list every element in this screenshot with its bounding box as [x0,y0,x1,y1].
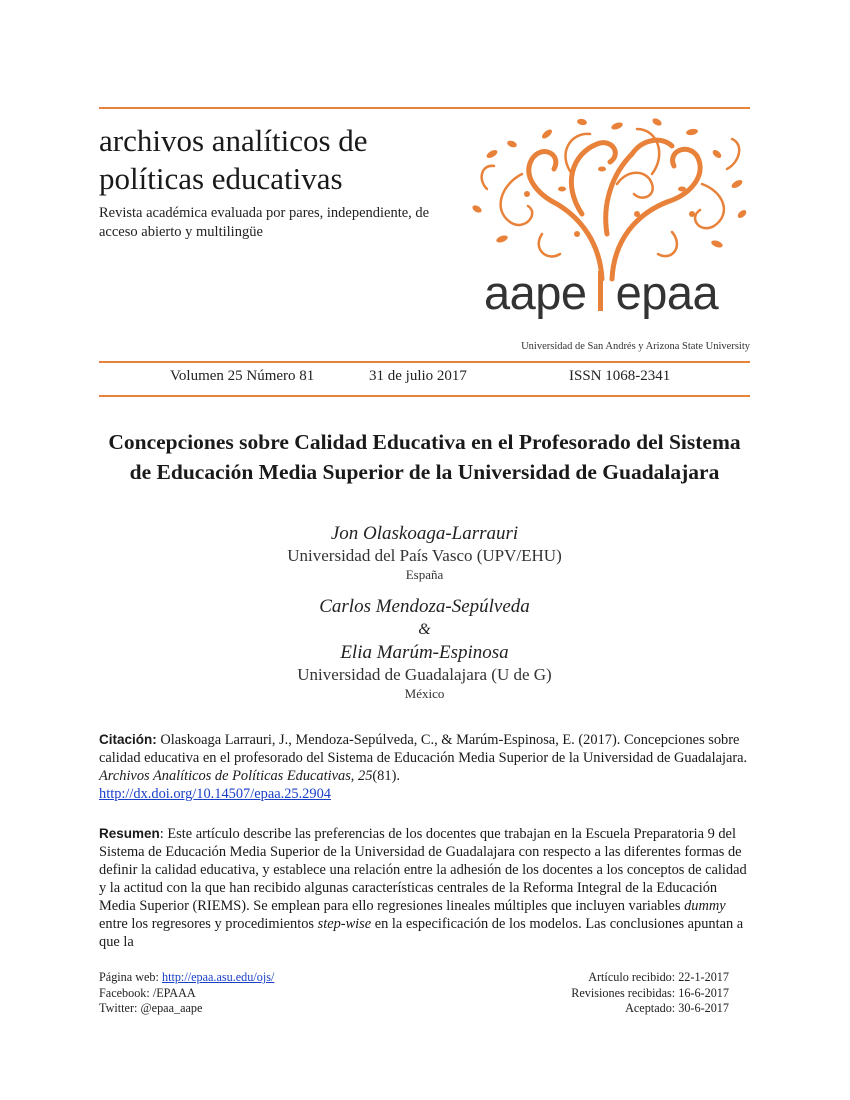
citation-label: Citación: [99,732,157,747]
journal-title: archivos analíticos de políticas educativas [99,123,368,196]
footer-accepted: Aceptado: 30-6-2017 [625,1001,729,1015]
citation-text: Olaskoaga Larrauri, J., Mendoza-Sepúlveda, C., & Marúm-Espinosa, E. (2017). Concepciones sobre calidad educativa en el profesorado del Sistema de Educación Media Superior de la Universidad de Guadalajara. [99,732,748,766]
abstract-text-3: en la especificación de los modelos. Las conclusiones apuntan a que la [99,916,744,950]
footer-revised: Revisiones recibidas: 16-6-2017 [571,985,729,1000]
footer-dates [571,970,729,1017]
citation-journal: Archivos Analíticos de Políticas Educativas [99,768,351,784]
logo-divider [598,271,603,311]
abstract-label: Resumen [99,826,160,841]
author-1-country: España [405,567,444,582]
abstract-text-1: : Este artículo describe las preferencias de los docentes que trabajan en la Escuela Preparatoria 9 del Sistema de Educación Media Superior de la Universidad de Guadalajara con respecto a las diferentes formas de definir la calidad educativa, y establece una relación entre la adhesión de los docentes a los conceptos de calidad y la actitud con la que han recibido algunas características centrales de la Reforma Integral de la Educación Media Superior (RIEMS). Se emplean para ello regresiones lineales múltiples que incluyen variables [99,826,747,914]
footer-twitter: Twitter: @epaa_aape [99,1001,203,1015]
footer-contact [99,970,274,1017]
author-3-name: Elia Marúm-Espinosa [340,642,509,663]
footer-web-link[interactable]: http://epaa.asu.edu/ojs/ [161,970,275,984]
authors [99,522,750,702]
top-rule [99,107,750,109]
article-title: Concepciones sobre Calidad Educativa en el Profesorado del Sistema de Educación Media Superior de la Universidad de Guadalajara [108,430,741,484]
authors-2-3-affiliation: Universidad de Guadalajara (U de G) [297,665,552,684]
authors-2-3-country: México [404,686,445,701]
author-ampersand: & [418,621,431,638]
footer-received: Artículo recibido: 22-1-2017 [588,970,729,984]
universities-line: Universidad de San Andrés y Arizona State University [521,341,750,352]
issue-top-rule [99,361,750,363]
citation-volume: 25 [358,768,373,784]
issue-date: 31 de julio 2017 [369,368,467,384]
issue-issn: ISSN 1068-2341 [569,368,671,384]
logo-right-text: epaa [615,266,719,319]
abstract [99,825,750,951]
journal-subtitle: Revista académica evaluada por pares, independiente, de acceso abierto y multilingüe [99,205,430,240]
author-2-name: Carlos Mendoza-Sepúlveda [319,596,530,617]
footer-facebook: Facebook: /EPAAA [99,985,196,1000]
author-1-affiliation: Universidad del País Vasco (UPV/EHU) [287,546,562,565]
citation: Citación: Olaskoaga Larrauri, J., Mendoza-Sepúlveda, C., & Marúm-Espinosa, E. (2017). Concepciones sobre calidad educativa en el profesorado del Sistema de Educación Media Superior de la Universidad de Guadalajara. Archivos Analíticos de Políticas Educativas, 25(81). http://dx.doi.org/10.14507/epaa.25.2904 [99,732,748,802]
footer-web-label: Página web: [99,970,162,984]
doi-link[interactable]: http://dx.doi.org/10.14507/epaa.25.2904 [99,786,331,802]
abstract-dummy: dummy [684,898,726,914]
issue-volume: Volumen 25 Número 81 [170,368,315,384]
abstract-stepwise: step-wise [317,916,372,932]
issue-bottom-rule [99,395,750,397]
citation-issue: (81). [372,768,400,784]
abstract-text-2: entre los regresores y procedimientos [99,916,318,932]
author-1-name: Jon Olaskoaga-Larrauri [330,523,519,544]
logo-left-text: aape [484,266,587,319]
aape-epaa-logo [484,268,718,318]
tree-logo-icon [462,114,752,284]
